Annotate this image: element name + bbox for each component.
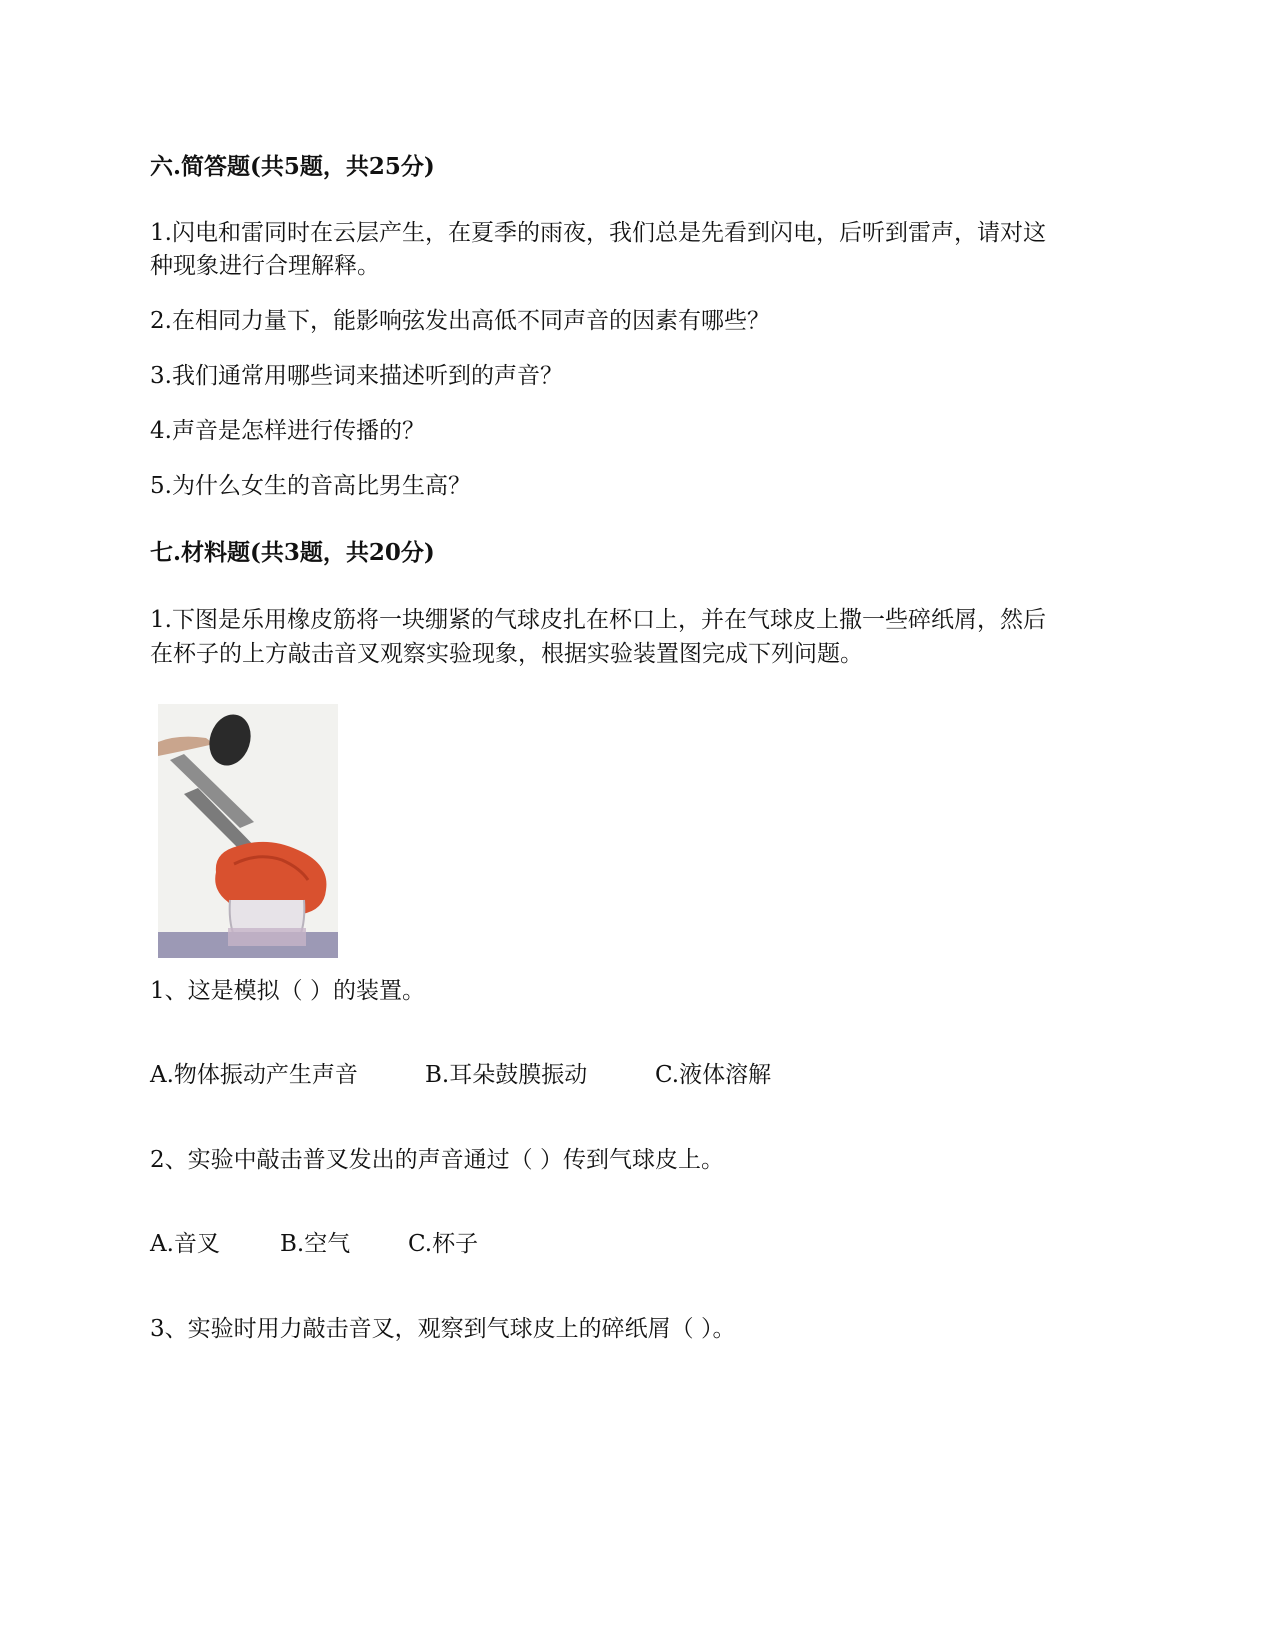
section-7-heading: 七.材料题(共3题，共20分) <box>150 539 435 566</box>
option-c[interactable]: C.杯子 <box>408 1231 479 1257</box>
option-b[interactable]: B.耳朵鼓膜振动 <box>425 1062 588 1088</box>
question-6-3: 3.我们通常用哪些词来描述听到的声音？ <box>150 363 563 389</box>
sub-question-1: 1、这是模拟（ ）的装置。 <box>150 978 425 1004</box>
sub-question-2-options <box>150 1227 478 1261</box>
option-c[interactable]: C.液体溶解 <box>655 1062 772 1088</box>
section-6-heading: 六.简答题(共5题，共25分) <box>150 153 435 180</box>
question-6-5: 5.为什么女生的音高比男生高？ <box>150 473 471 499</box>
sub-question-1-options <box>150 1058 771 1092</box>
sub-question-3: 3、实验时用力敲击音叉，观察到气球皮上的碎纸屑（ ）。 <box>150 1316 736 1342</box>
option-a[interactable]: A.物体振动产生声音 <box>150 1062 358 1088</box>
sub-question-2: 2、实验中敲击普叉发出的声音通过（ ）传到气球皮上。 <box>150 1147 724 1173</box>
question-6-4: 4.声音是怎样进行传播的？ <box>150 418 425 444</box>
question-6-1-line-2: 种现象进行合理解释。 <box>150 253 380 279</box>
material-intro-line-1: 1.下图是乐用橡皮筋将一块绷紧的气球皮扎在杯口上，并在气球皮上撒一些碎纸屑，然后 <box>150 607 1046 633</box>
experiment-figure <box>158 704 338 958</box>
question-6-2: 2.在相同力量下，能影响弦发出高低不同声音的因素有哪些？ <box>150 308 770 334</box>
option-b[interactable]: B.空气 <box>280 1231 351 1257</box>
tuning-fork-balloon-cup-illustration <box>158 704 338 958</box>
material-intro-line-2: 在杯子的上方敲击音叉观察实验现象，根据实验装置图完成下列问题。 <box>150 641 863 667</box>
option-a[interactable]: A.音叉 <box>150 1231 220 1257</box>
question-6-1-line-1: 1.闪电和雷同时在云层产生，在夏季的雨夜，我们总是先看到闪电，后听到雷声，请对这 <box>150 220 1046 246</box>
